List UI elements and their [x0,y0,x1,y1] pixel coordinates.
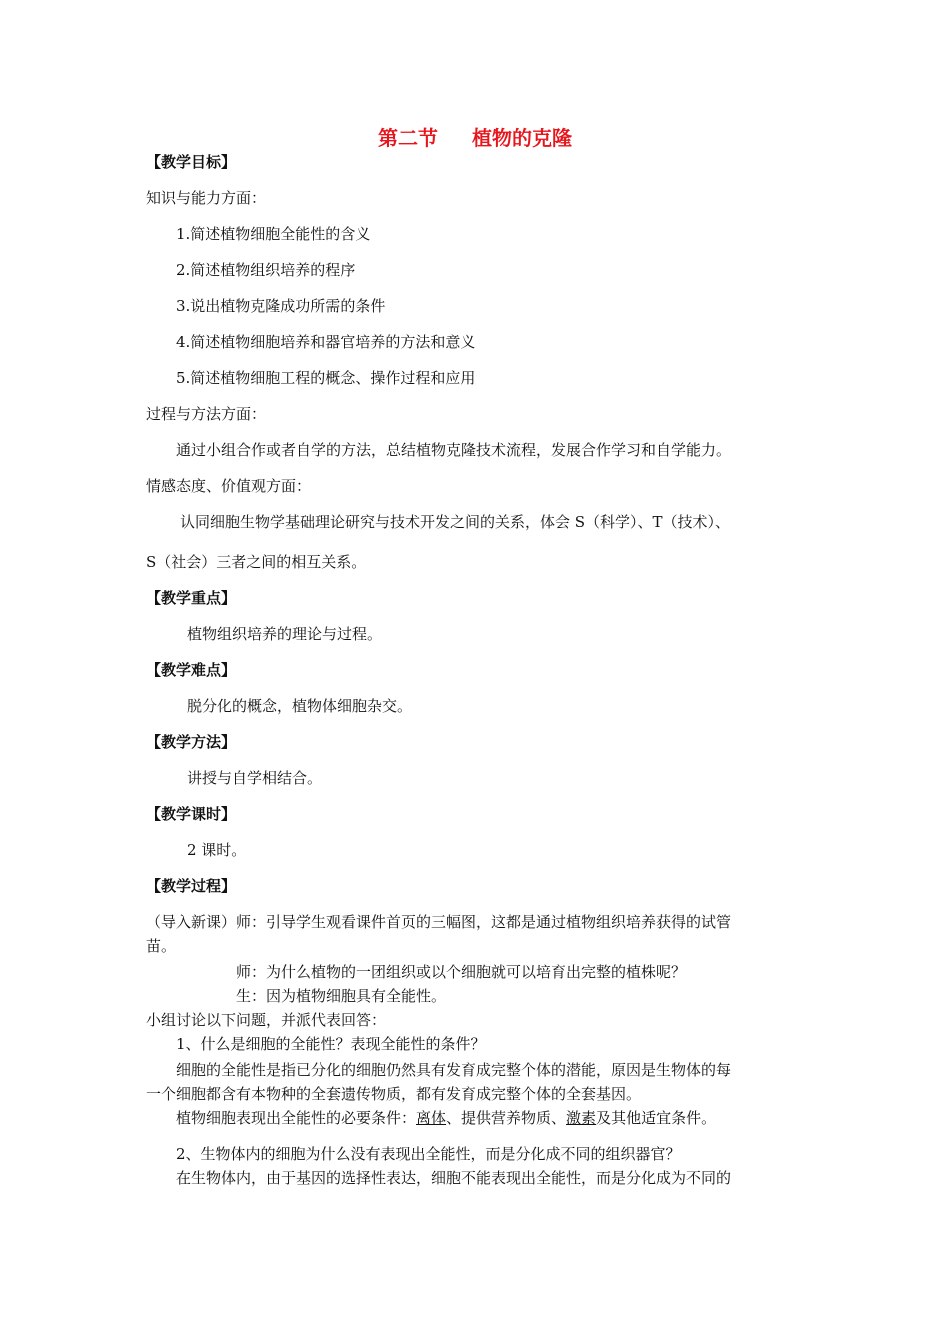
answer-1-line-1: 细胞的全能性是指已分化的细胞仍然具有发育成完整个体的潜能，原因是生物体的每 [176,1061,732,1079]
methods-text: 讲授与自学相结合。 [187,769,323,787]
condition-text: 、提供营养物质、 [446,1109,567,1127]
subheading-process: 过程与方法方面： [146,405,267,423]
subheading-emotion: 情感态度、价值观方面： [146,477,312,495]
answer-2-line-1: 在生物体内，由于基因的选择性表达，细胞不能表现出全能性，而是分化成为不同的 [176,1169,732,1187]
subheading-knowledge: 知识与能力方面： [146,189,267,207]
goal-item: 3.说出植物克隆成功所需的条件 [176,297,386,315]
title-section-number: 第二节 [378,126,438,150]
answer-1-line-3 [176,1108,716,1128]
question-1: 1、什么是细胞的全能性？表现全能性的条件？ [176,1035,486,1053]
teacher-question: 师：为什么植物的一团组织或以个细胞就可以培育出完整的植株呢？ [236,963,687,981]
heading-procedure: 【教学过程】 [146,877,237,895]
question-2: 2、生物体内的细胞为什么没有表现出全能性，而是分化成不同的组织器官？ [176,1145,681,1163]
condition-text: 植物细胞表现出全能性的必要条件： [176,1109,417,1127]
hours-text: 2 课时。 [187,841,247,859]
heading-key-points: 【教学重点】 [146,589,237,607]
goal-item: 1.简述植物细胞全能性的含义 [176,225,371,243]
emotion-text-line-2: S（社会）三者之间的相互关系。 [146,553,367,571]
process-text: 通过小组合作或者自学的方法，总结植物克隆技术流程，发展合作学习和自学能力。 [176,441,732,459]
group-discussion: 小组讨论以下问题，并派代表回答： [146,1011,387,1029]
title-topic: 植物的克隆 [472,126,572,150]
page-title [0,124,950,152]
heading-methods: 【教学方法】 [146,733,237,751]
key-points-text: 植物组织培养的理论与过程。 [187,625,383,643]
heading-goals: 【教学目标】 [146,153,237,171]
underlined-term-isolated: 离体 [416,1109,447,1127]
heading-hours: 【教学课时】 [146,805,237,823]
answer-1-line-2: 一个细胞都含有本物种的全套遗传物质，都有发育成完整个体的全套基因。 [146,1085,642,1103]
difficulties-text: 脱分化的概念，植物体细胞杂交。 [187,697,413,715]
goal-item: 2.简述植物组织培养的程序 [176,261,356,279]
emotion-text-line-1: 认同细胞生物学基础理论研究与技术开发之间的关系，体会 S（科学）、T（技术）、 [180,513,731,531]
intro-line-1: （导入新课）师：引导学生观看课件首页的三幅图，这都是通过植物组织培养获得的试管 [146,913,732,931]
goal-item: 4.简述植物细胞培养和器官培养的方法和意义 [176,333,476,351]
student-answer: 生：因为植物细胞具有全能性。 [236,987,447,1005]
underlined-term-hormone: 激素 [566,1109,597,1127]
goal-item: 5.简述植物细胞工程的概念、操作过程和应用 [176,369,476,387]
intro-line-2: 苗。 [146,937,177,955]
heading-difficulties: 【教学难点】 [146,661,237,679]
condition-text: 及其他适宜条件。 [596,1109,717,1127]
